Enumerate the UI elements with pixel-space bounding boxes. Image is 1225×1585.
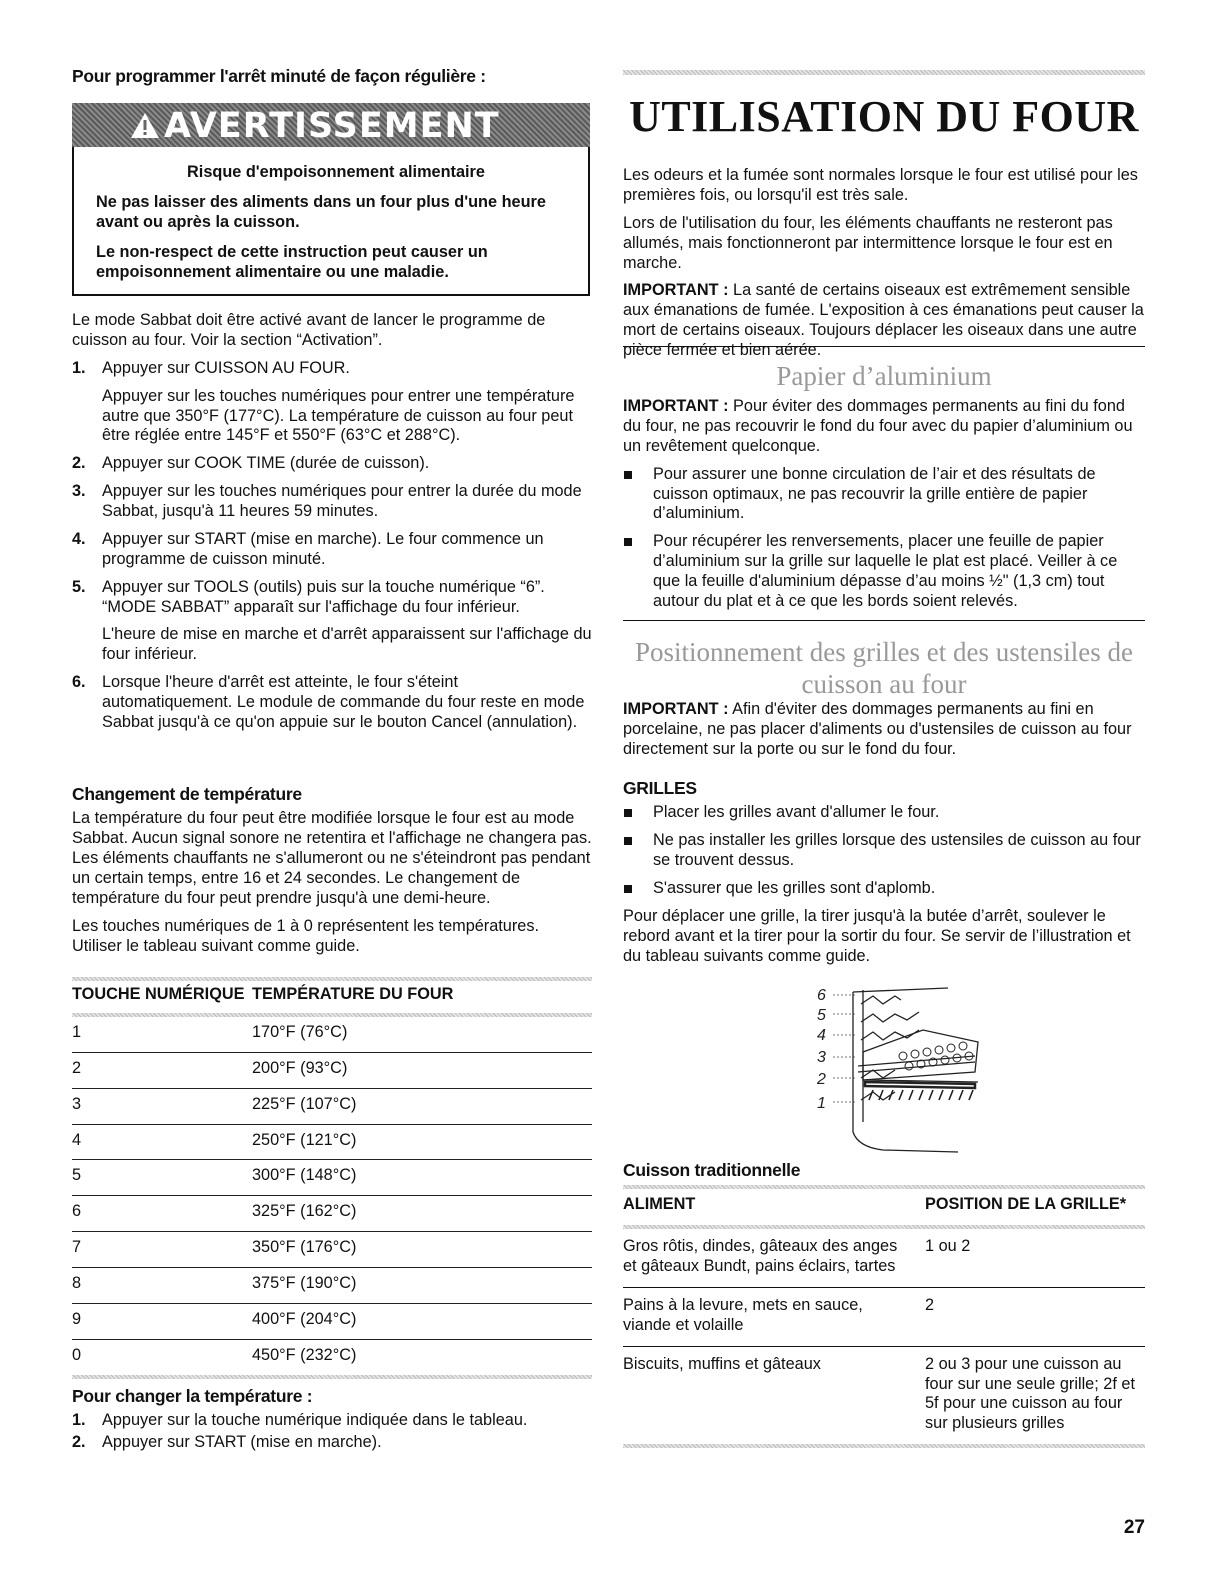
cuisson-heading: Cuisson traditionnelle [623, 1160, 801, 1180]
step-text: Appuyer sur CUISSON AU FOUR. [102, 358, 350, 377]
key-cell: 4 [72, 1124, 252, 1160]
key-cell: 1 [72, 1017, 252, 1052]
sabbath-intro: Le mode Sabbat doit être activé avant de lancer le programme de cuisson au four. Voir la section “Activation”. [72, 311, 546, 349]
key-cell: 5 [72, 1160, 252, 1196]
table-row [72, 1268, 592, 1304]
table-row [72, 1339, 592, 1374]
change-temp-paragraph-2: Les touches numériques de 1 à 0 représentent les températures. Utiliser le tableau suivant comme guide. [72, 916, 540, 955]
key-cell: 8 [72, 1268, 252, 1304]
aluminum-bullets [623, 465, 1145, 612]
warning-banner [72, 103, 590, 147]
table-row [72, 1196, 592, 1232]
bullet-item: Ne pas installer les grilles lorsque des ustensiles de cuisson au four se trouvent dessus. [623, 831, 1145, 871]
temp-cell: 350°F (176°C) [252, 1232, 592, 1268]
rack-position-label: 1 [817, 1095, 826, 1112]
rule-2 [623, 620, 1145, 621]
title-rule [623, 70, 1145, 75]
step-item [72, 482, 592, 522]
step-number: 4. [72, 529, 86, 548]
step-text: Appuyer sur TOOLS (outils) puis sur la touche numérique “6”. “MODE SABBAT” apparaît sur l'affichage du four inférieur. [102, 577, 545, 616]
position-cell: 2 [925, 1287, 1145, 1346]
section-title: UTILISATION DU FOUR [629, 92, 1139, 141]
temp-cell: 170°F (76°C) [252, 1017, 592, 1052]
rack-position-label: 4 [817, 1027, 826, 1044]
temp-cell: 250°F (121°C) [252, 1124, 592, 1160]
position-cell: 2 ou 3 pour une cuisson au four sur une seule grille; 2f et 5f pour une cuisson au four sur plusieurs grilles [925, 1354, 1135, 1433]
pour-changer-steps [72, 1411, 592, 1453]
grilles-bullets [623, 803, 1145, 899]
step-text: Lorsque l'heure d'arrêt est atteinte, le four s'éteint automatiquement. Le module de commande du four reste en mode Sabbat jusqu'à ce qu'on appuie sur le bouton Cancel (annulation). [102, 673, 585, 731]
bullet-item: Pour récupérer les renversements, placer une feuille de papier d’aluminium sur la grille sur laquelle le plat est placé. Veiller à ce que la feuille d'aluminium dépasse d’au moins ½" (1,3 cm) tout autour du plat et à ce que les bords soient relevés. [623, 532, 1145, 612]
step-number: 1. [72, 358, 86, 377]
rule-1 [623, 346, 1145, 347]
bullet-item: S'assurer que les grilles sont d'aplomb. [623, 879, 1145, 899]
food-cell: Biscuits, muffins et gâteaux [623, 1354, 821, 1373]
table-row [623, 1346, 1145, 1444]
key-cell: 6 [72, 1196, 252, 1232]
step-text: Appuyer sur la touche numérique indiquée dans le tableau. [102, 1411, 528, 1430]
table-row [72, 1160, 592, 1196]
key-cell: 2 [72, 1052, 252, 1088]
col-position: POSITION DE LA GRILLE* [925, 1195, 1127, 1214]
step-subtext: Appuyer sur les touches numériques pour entrer une température autre que 350°F (177°C). La température de cuisson au four peut être réglée entre 145°F et 550°F (63°C et 288°C). [102, 386, 575, 445]
col-temperature: TEMPÉRATURE DU FOUR [252, 985, 454, 1003]
step-number: 6. [72, 673, 86, 692]
elements-paragraph: Lors de l'utilisation du four, les éléments chauffants ne resteront pas allumés, mais fonctionneront par intermittence lorsque le four est en marche. [623, 213, 1113, 272]
temp-cell: 400°F (204°C) [252, 1303, 592, 1339]
table-row [72, 1303, 592, 1339]
pour-changer-heading: Pour changer la température : [72, 1386, 313, 1406]
oven-rack-illustration [803, 982, 983, 1157]
step-number: 1. [72, 1411, 86, 1430]
temp-cell: 200°F (93°C) [252, 1052, 592, 1088]
warning-box [72, 103, 590, 296]
rack-position-label: 3 [817, 1049, 826, 1066]
temp-cell: 225°F (107°C) [252, 1088, 592, 1124]
grilles-heading: GRILLES [623, 778, 697, 798]
grilles-paragraph: Pour déplacer une grille, la tirer jusqu'à la butée d’arrêt, soulever le rebord avant et la tirer pour la sortir du four. Se servir de l’illustration et du tableau suivants comme guide. [623, 906, 1131, 965]
warning-line-2: Le non-respect de cette instruction peut causer un empoisonnement alimentaire ou une maladie. [96, 242, 488, 281]
step-item [72, 673, 592, 733]
aluminum-paragraph: IMPORTANT : Pour éviter des dommages permanents au fini du fond du four, ne pas recouvrir le fond du four avec du papier d’aluminium ou un revêtement quelconque. [623, 397, 1133, 455]
temp-cell: 325°F (162°C) [252, 1196, 592, 1232]
temp-cell: 300°F (148°C) [252, 1160, 592, 1196]
food-cell: Gros rôtis, dindes, gâteaux des anges et gâteaux Bundt, pains éclairs, tartes [623, 1229, 925, 1287]
bullet-item: Placer les grilles avant d'allumer le four. [623, 803, 1145, 823]
key-cell: 3 [72, 1088, 252, 1124]
table-row [72, 1232, 592, 1268]
pour-step-item [72, 1411, 592, 1431]
temp-cell: 450°F (232°C) [252, 1345, 357, 1364]
table-row [72, 1017, 592, 1052]
step-item [72, 530, 592, 570]
step-number: 2. [72, 454, 86, 473]
step-text: Appuyer sur START (mise en marche). [102, 1433, 382, 1452]
step-subtext: L'heure de mise en marche et d'arrêt apparaissent sur l'affichage du four inférieur. [102, 625, 592, 664]
key-cell: 0 [72, 1345, 82, 1364]
table-row [72, 1124, 592, 1160]
step-number: 3. [72, 482, 86, 501]
rack-position-label: 6 [817, 987, 826, 1004]
col-touche: TOUCHE NUMÉRIQUE [72, 985, 245, 1003]
step-item [72, 359, 592, 447]
positioning-paragraph: IMPORTANT : Afin d'éviter des dommages permanents au fini en porcelaine, ne pas placer d'aliments ou d'ustensiles de cuisson au four directement sur la porte ou sur le fond du four. [623, 700, 1132, 758]
table-bottom-rule [72, 1375, 592, 1379]
ct-bottom-rule [623, 1444, 1145, 1448]
key-cell: 7 [72, 1232, 252, 1268]
timer-heading: Pour programmer l'arrêt minuté de façon régulière : [72, 66, 486, 86]
col-aliment: ALIMENT [623, 1195, 696, 1214]
temp-cell: 375°F (190°C) [252, 1268, 592, 1304]
step-item [72, 578, 592, 666]
warning-title: AVERTISSEMENT [164, 106, 500, 146]
page-number: 27 [1123, 1517, 1145, 1538]
table-row [72, 1052, 592, 1088]
positioning-heading: Positionnement des grilles et des ustensiles de cuisson au four [635, 637, 1133, 700]
pour-step-item [72, 1433, 592, 1453]
rack-position-label: 2 [817, 1071, 826, 1088]
aluminum-heading: Papier d’aluminium [776, 361, 992, 391]
key-cell: 9 [72, 1303, 252, 1339]
cooking-table [623, 1189, 1145, 1444]
rack-position-label: 5 [817, 1007, 826, 1024]
step-text: Appuyer sur COOK TIME (durée de cuisson). [102, 454, 430, 473]
warning-triangle-icon [130, 112, 160, 139]
bullet-item: Pour assurer une bonne circulation de l’air et des résultats de cuisson optimaux, ne pas recouvrir la grille entière de papier d’aluminium. [623, 465, 1145, 525]
step-number: 5. [72, 577, 86, 596]
birds-paragraph: IMPORTANT : La santé de certains oiseaux est extrêmement sensible aux émanations de fumée. L'exposition à ces émanations peut causer la mort de certains oiseaux. Toujours déplacer les oiseaux dans une autre pièce fermée et bien aérée. [623, 281, 1144, 359]
warning-subtitle: Risque d'empoisonnement alimentaire [187, 163, 485, 181]
step-text: Appuyer sur START (mise en marche). Le four commence un programme de cuisson minuté. [102, 529, 544, 568]
step-item [72, 454, 592, 474]
table-row [72, 1088, 592, 1124]
food-cell: Pains à la levure, mets en sauce, viande et volaille [623, 1287, 925, 1346]
steps-list [72, 359, 592, 733]
table-row [623, 1229, 1145, 1287]
change-temp-heading: Changement de température [72, 784, 302, 804]
position-cell: 1 ou 2 [925, 1229, 1145, 1287]
table-row [623, 1287, 1145, 1346]
odors-paragraph: Les odeurs et la fumée sont normales lorsque le four est utilisé pour les premières fois, ou lorsqu'il est très sale. [623, 166, 1138, 204]
change-temp-paragraph-1: La température du four peut être modifiée lorsque le four est au mode Sabbat. Aucun signal sonore ne retentira et l'affichage ne changera pas. Les éléments chauffants ne s'allumeront ou ne s'éteindront pas pendant un certain temps, entre 16 et 24 secondes. Le changement de température du four peut prendre jusqu'à une demi-heure. [72, 809, 592, 907]
step-text: Appuyer sur les touches numériques pour entrer la durée du mode Sabbat, jusqu'à 11 heures 59 minutes. [102, 482, 582, 520]
temperature-table [72, 981, 592, 1375]
warning-line-1: Ne pas laisser des aliments dans un four plus d'une heure avant ou après la cuisson. [96, 192, 546, 231]
step-number: 2. [72, 1433, 86, 1452]
